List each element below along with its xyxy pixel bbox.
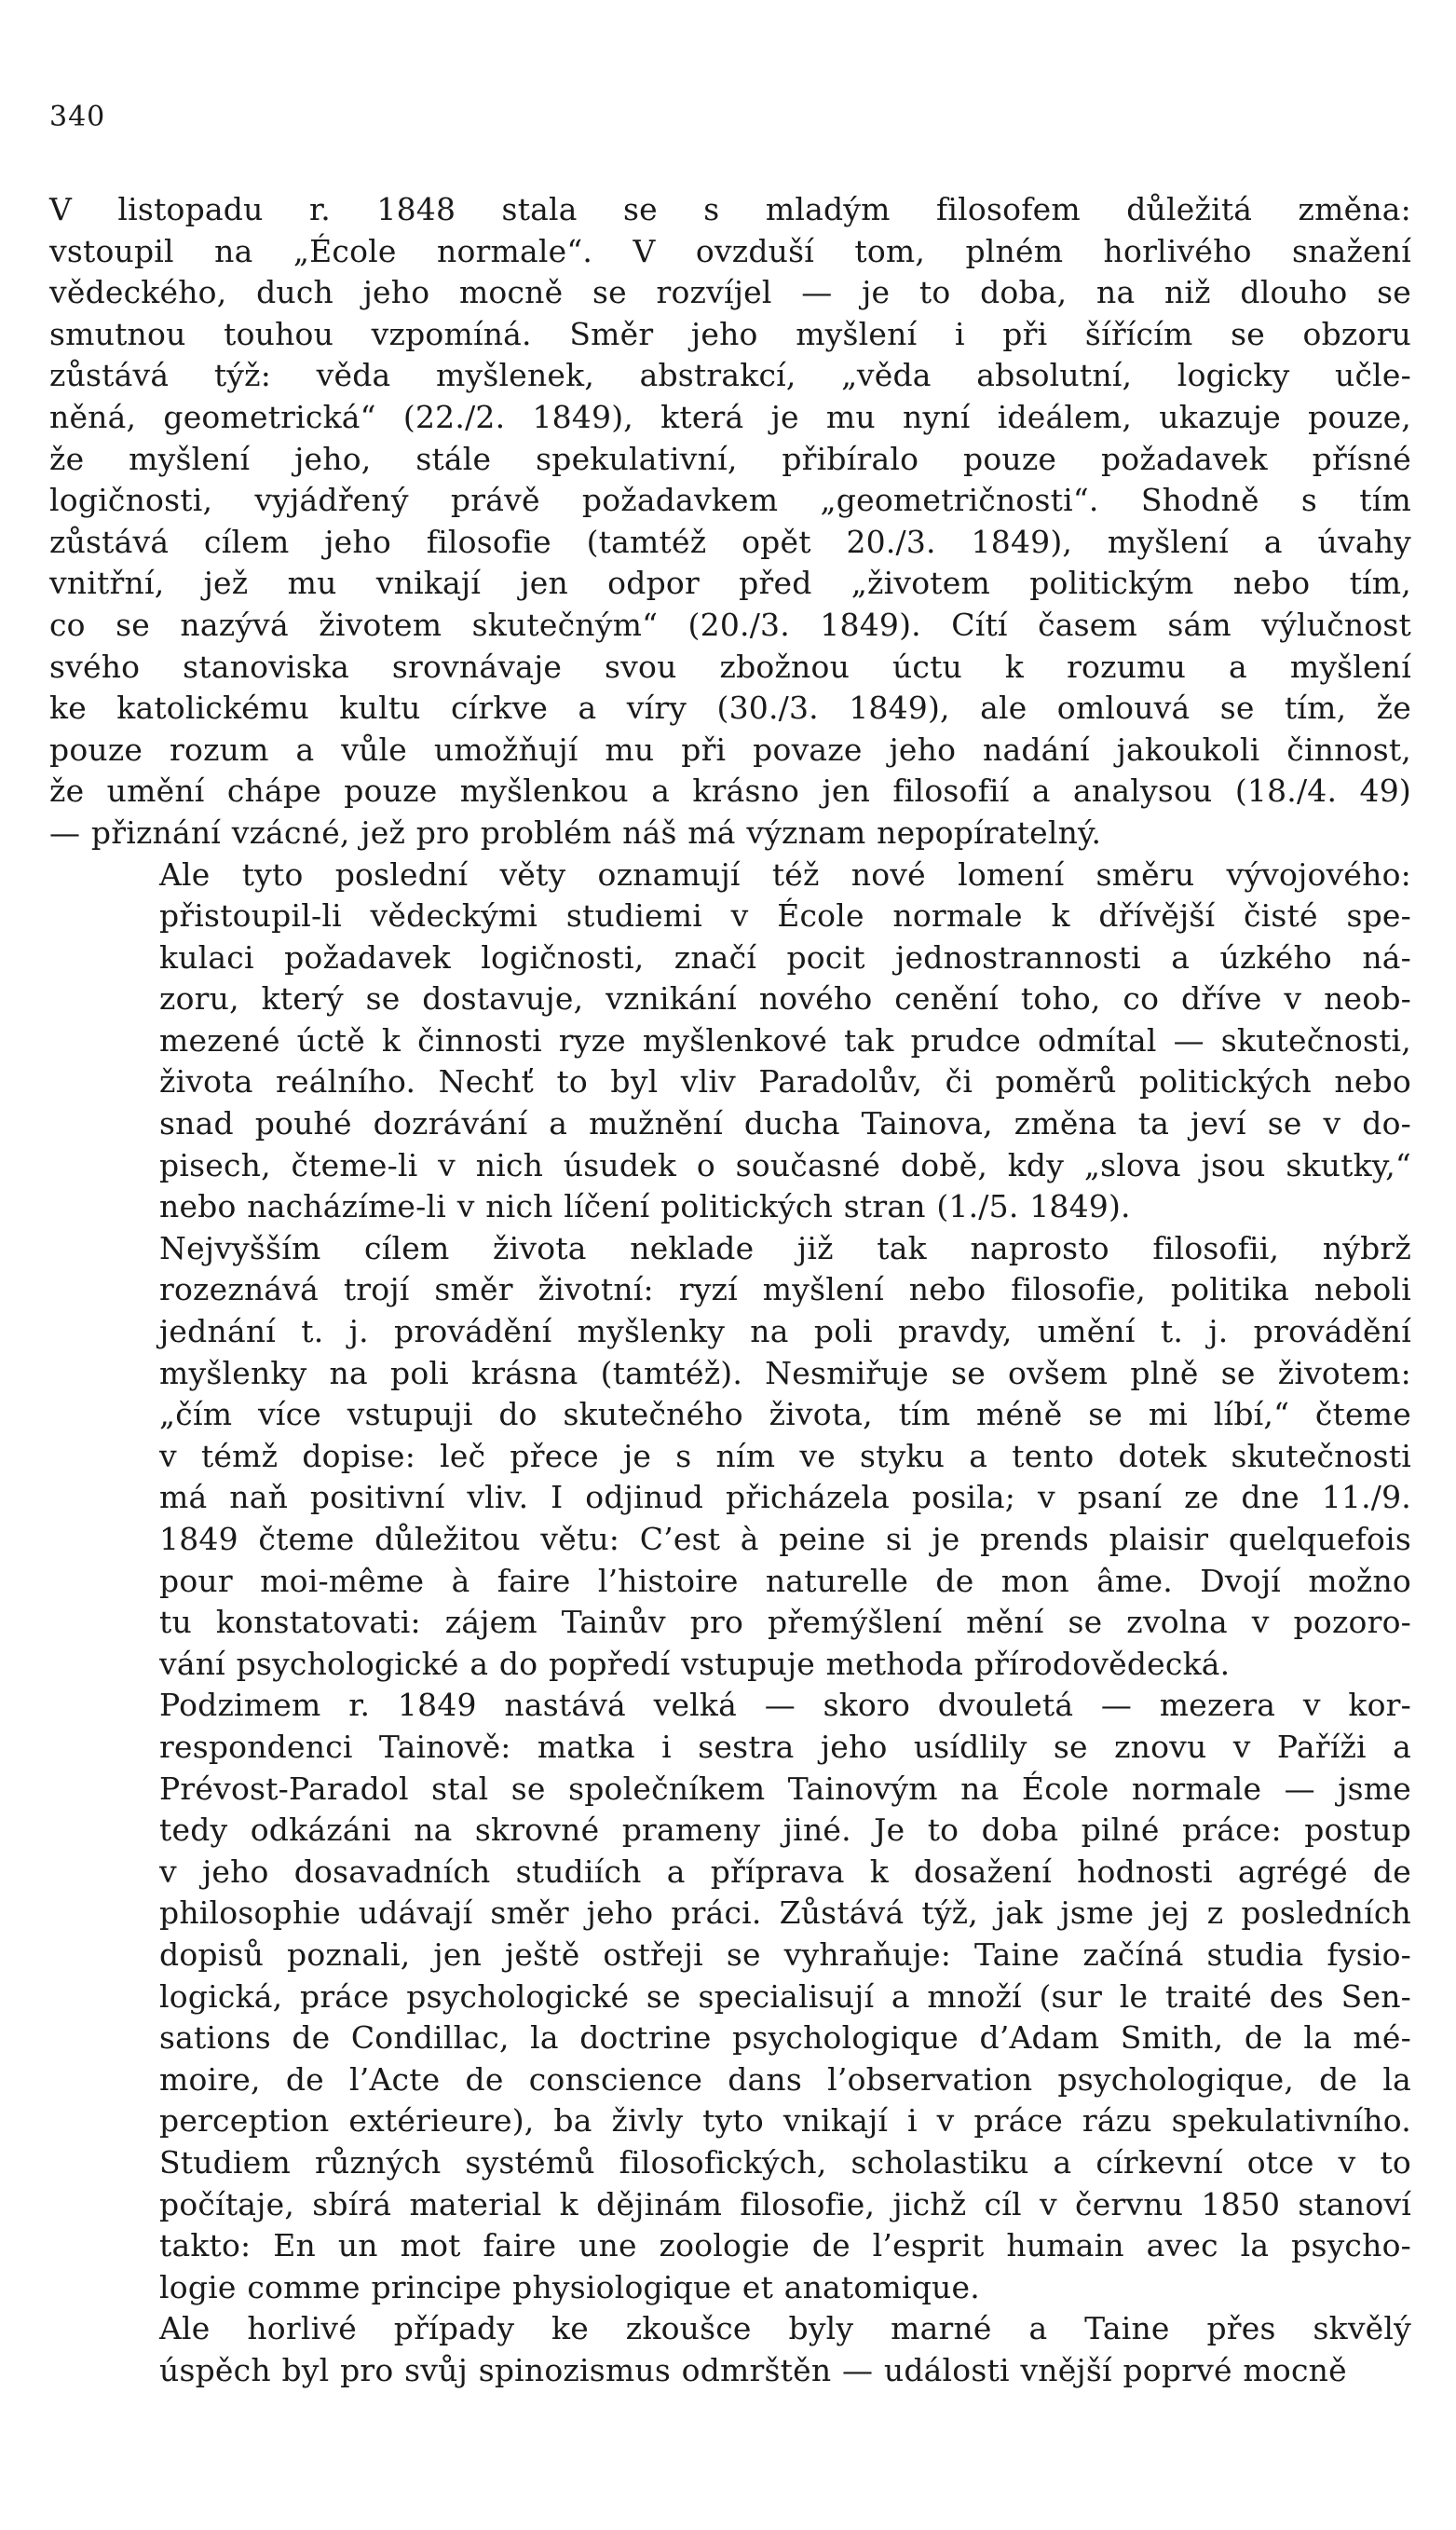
text-line: logičnosti, vyjádřený právě požadavkem „geometričnosti“. Shodně s tím (49, 482, 1411, 519)
paragraph (49, 1685, 1411, 2308)
text-line: rozeznává trojí směr životní: ryzí myšlení nebo filosofie, politika neboli (159, 1271, 1411, 1308)
page-number: 340 (49, 101, 106, 133)
text-line: sations de Condillac, la doctrine psychologique d’Adam Smith, de la mé- (159, 2019, 1411, 2057)
text-line: života reálního. Nechť to byl vliv Paradolův, či poměrů politických nebo (159, 1063, 1411, 1101)
text-line: vání psychologické a do popředí vstupuje methoda přírodovědecká. (159, 1645, 1231, 1682)
text-line: že umění chápe pouze myšlenkou a krásno jen filosofií a analysou (18./4. 49) (49, 773, 1411, 810)
text-line: — přiznání vzácné, jež pro problém náš má význam nepopíratelný. (49, 814, 1102, 851)
text-line: logie comme principe physiologique et anatomique. (159, 2268, 980, 2305)
text-line: myšlenky na poli krásna (tamtéž). Nesmiřuje se ovšem plně se životem: (159, 1354, 1411, 1391)
text-line: respondenci Tainově: matka i sestra jeho usídlily se znovu v Paříži a (159, 1728, 1411, 1765)
text-line: Podzimem r. 1849 nastává velká — skoro dvouletá — mezera v kor- (159, 1687, 1411, 1724)
text-line: tedy odkázáni na skrovné prameny jiné. Je to doba pilné práce: postup (159, 1812, 1411, 1849)
text-line: zůstává cílem jeho filosofie (tamtéž opět 20./3. 1849), myšlení a úvahy (49, 523, 1411, 560)
text-line: 1849 čteme důležitou větu: C’est à peine si je prends plaisir quelquefois (159, 1521, 1411, 1557)
text-line: v jeho dosavadních studiích a příprava k dosažení hodnosti agrégé de (159, 1853, 1411, 1890)
text-line: v témž dopise: leč přece je s ním ve styku a tento dotek skutečnosti (159, 1437, 1411, 1474)
text-line: přistoupil-li vědeckými studiemi v École normale k dřívější čisté spe- (159, 897, 1411, 935)
text-line: moire, de l’Acte de conscience dans l’observation psychologique, de la (159, 2060, 1411, 2098)
paragraph (49, 1228, 1411, 1686)
text-line: kulaci požadavek logičnosti, značí pocit jednostrannosti a úzkého ná- (159, 938, 1411, 976)
text-line: Prévost-Paradol stal se společníkem Tainovým na École normale — jsme (159, 1770, 1411, 1807)
text-line: něná, geometrická“ (22./2. 1849), která je mu nyní ideálem, ukazuje pouze, (49, 398, 1411, 435)
text-line: pisech, čteme-li v nich úsudek o současné době, kdy „slova jsou skutky,“ (159, 1146, 1411, 1183)
text-line: philosophie udávají směr jeho práci. Zůstává týž, jak jsme jej z posledních (159, 1894, 1411, 1932)
text-line: „čím více vstupuji do skutečného života, tím méně se mi líbí,“ čteme (159, 1396, 1411, 1433)
paragraph (49, 2308, 1411, 2391)
text-line: Nejvyšším cílem života neklade již tak naprosto filosofii, nýbrž (159, 1229, 1411, 1266)
text-line: V listopadu r. 1848 stala se s mladým filosofem důležitá změna: (49, 191, 1411, 227)
text-line: Ale horlivé případy ke zkoušce byly marné a Taine přes skvělý (159, 2310, 1411, 2347)
text-line: takto: En un mot faire une zoologie de l’esprit humain avec la psycho- (159, 2227, 1411, 2264)
text-line: snad pouhé dozrávání a mužnění ducha Tainova, změna ta jeví se v do- (159, 1105, 1411, 1142)
text-line: zoru, který se dostavuje, vznikání nového cenění toho, co dříve v neob- (159, 980, 1411, 1018)
text-line: Ale tyto poslední věty oznamují též nové lomení směru vývojového: (159, 855, 1411, 893)
body-text (49, 189, 1411, 2391)
text-line: mezené úctě k činnosti ryze myšlenkové tak prudce odmítal — skutečnosti, (159, 1021, 1411, 1059)
text-line: nebo nacházíme-li v nich líčení politických stran (1./5. 1849). (159, 1188, 1131, 1225)
text-line: pouze rozum a vůle umožňují mu při povaze jeho nadání jakoukoli činnost, (49, 731, 1411, 768)
text-line: dopisů poznali, jen ještě ostřeji se vyhraňuje: Taine začíná studia fysio- (159, 1935, 1411, 1973)
text-line: vstoupil na „École normale“. V ovzduší tom, plném horlivého snažení (49, 232, 1411, 269)
text-line: smutnou touhou vzpomíná. Směr jeho myšlení i při šířícím se obzoru (49, 315, 1411, 352)
text-line: vědeckého, duch jeho mocně se rozvíjel — je to doba, na niž dlouho se (49, 274, 1411, 311)
text-line: perception extérieure), ba živly tyto vnikají i v práce rázu spekulativního. (159, 2102, 1411, 2140)
text-line: zůstává týž: věda myšlenek, abstrakcí, „věda absolutní, logicky učle- (49, 357, 1411, 394)
text-line: vnitřní, jež mu vnikají jen odpor před „životem politickým nebo tím, (49, 565, 1411, 602)
text-line: že myšlení jeho, stále spekulativní, přibíralo pouze požadavek přísné (49, 440, 1411, 477)
text-line: úspěch byl pro svůj spinozismus odmrštěn — události vnější poprvé mocně (159, 2351, 1347, 2388)
text-line: jednání t. j. provádění myšlenky na poli pravdy, umění t. j. provádění (159, 1313, 1411, 1350)
text-line: pour moi-même à faire l’histoire naturelle de mon âme. Dvojí možno (159, 1562, 1411, 1599)
paragraph (49, 189, 1411, 855)
text-line: co se nazývá životem skutečným“ (20./3. 1849). Cítí časem sám výlučnost (49, 606, 1411, 643)
text-line: tu konstatovati: zájem Tainův pro přemýšlení mění se zvolna v pozoro- (159, 1604, 1411, 1641)
text-line: počítaje, sbírá material k dějinám filosofie, jichž cíl v červnu 1850 stanoví (159, 2185, 1411, 2222)
text-line: logická, práce psychologické se specialisují a množí (sur le traité des Sen- (159, 1977, 1411, 2015)
text-line: ke katolickému kultu církve a víry (30./3. 1849), ale omlouvá se tím, že (49, 690, 1411, 727)
text-line: má naň positivní vliv. I odjinud přicházela posila; v psaní ze dne 11./9. (159, 1479, 1411, 1516)
paragraph (49, 855, 1411, 1228)
text-line: Studiem různých systémů filosofických, scholastiku a církevní otce v to (159, 2143, 1411, 2181)
text-line: svého stanoviska srovnávaje svou zbožnou úctu k rozumu a myšlení (49, 648, 1411, 685)
